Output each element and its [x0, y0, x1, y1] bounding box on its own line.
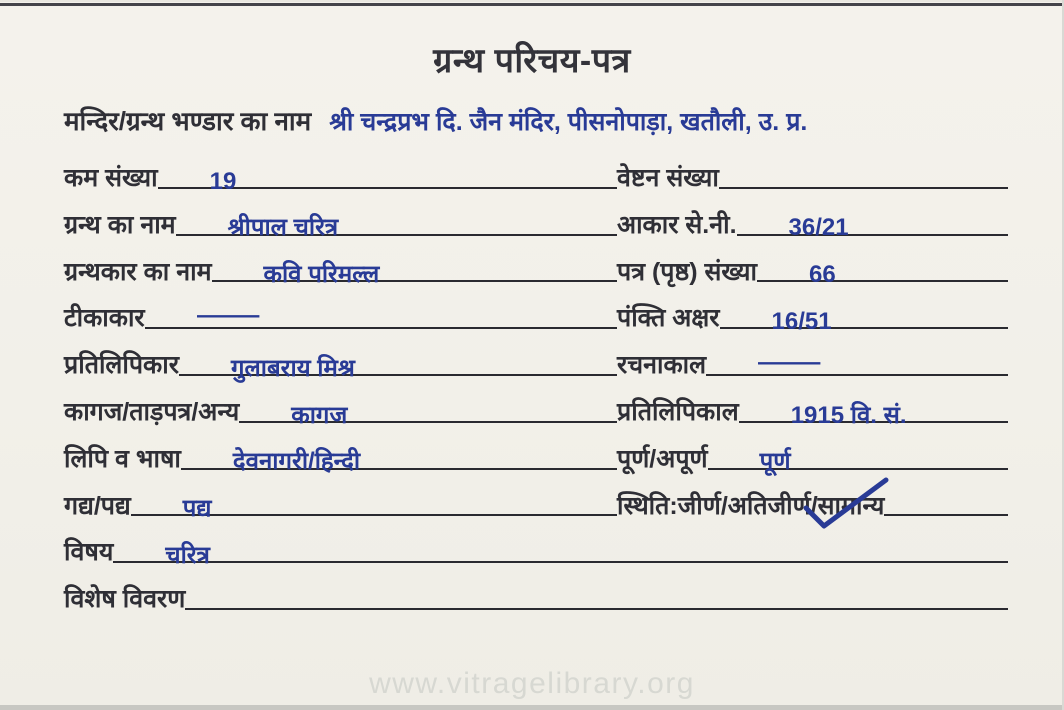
page-title: ग्रन्थ परिचय-पत्र [433, 42, 631, 80]
form-row [64, 199, 1008, 246]
field-underline [720, 302, 1008, 335]
field-underline [176, 208, 617, 242]
field-underline [181, 442, 617, 476]
field-value-handwritten: 36/21 [788, 214, 849, 242]
field-underline [239, 396, 617, 429]
field-value-handwritten: 1915 वि. सं. [790, 401, 907, 429]
field-underline [884, 514, 1008, 516]
field-value-handwritten: पूर्ण [759, 448, 791, 476]
field-underline [179, 349, 617, 382]
field-value-handwritten: देवनागरी/हिन्दी [232, 448, 361, 476]
field-label: विषय [64, 538, 114, 567]
field-underline [739, 396, 1008, 429]
field-label: विशेष विवरण [64, 585, 186, 614]
form-row [64, 526, 1008, 573]
ink-dash-mark: — [758, 348, 821, 376]
field-label: पत्र (पृष्ठ) संख्या [617, 257, 757, 286]
field-label: कागज/ताड़पत्र/अन्य [64, 398, 240, 427]
field-underline [131, 489, 617, 523]
field-label: स्थिति:जीर्ण/अतिजीर्ण/सामान्य [617, 491, 885, 520]
header-row [64, 102, 1008, 138]
field-value-handwritten: पद्य [182, 495, 212, 523]
field-underline [719, 187, 1008, 189]
field-label: गद्य/पद्य [64, 491, 131, 520]
field-underline [617, 561, 1008, 563]
field-value-handwritten: 19 [209, 167, 237, 195]
field-label: प्रतिलिपिकाल [617, 398, 739, 427]
scan-edge-bottom [0, 705, 1064, 710]
field-label: आकार से.नी. [617, 210, 737, 239]
field-label: ग्रन्थकार का नाम [64, 257, 212, 286]
condition-field [617, 492, 884, 527]
field-value-handwritten: कागज [291, 401, 348, 429]
field-underline [113, 536, 617, 569]
field-underline [158, 162, 617, 195]
scan-edge-top-light [0, 0, 1064, 2]
field-value-handwritten: 66 [808, 261, 836, 289]
form-row [64, 480, 1008, 527]
field-value-handwritten: गुलाबराय मिश्र [230, 354, 355, 382]
field-label: कम संख्या [64, 164, 158, 193]
field-value-handwritten: कवि परिमल्ल [263, 261, 380, 289]
field-label: प्रतिलिपिकार [64, 351, 179, 380]
form-row [64, 292, 1008, 339]
field-label: ग्रन्थ का नाम [64, 210, 176, 239]
form-row [64, 386, 1008, 433]
header-field-value-handwritten: श्री चन्द्रप्रभ दि. जैन मंदिर, पीसनोपाड़ा, खतौली, उ. प्र. [329, 108, 808, 136]
field-underline [212, 255, 617, 289]
field-value-handwritten: चरित्र [165, 541, 210, 569]
field-value-handwritten: श्रीपाल चरित्र [227, 214, 339, 242]
form-rows [64, 152, 1008, 620]
field-underline [706, 349, 1008, 376]
field-label: पंक्ति अक्षर [617, 304, 720, 333]
form-row [64, 152, 1008, 199]
form-row [64, 339, 1008, 386]
field-underline [617, 608, 1008, 610]
field-underline [708, 442, 1008, 476]
field-label: पूर्ण/अपूर्ण [617, 444, 708, 473]
ink-dash-mark: — [196, 302, 260, 329]
field-label: टीकाकार [64, 304, 145, 333]
form-row [64, 433, 1008, 480]
field-underline [737, 208, 1008, 242]
scan-edge-top-line [0, 3, 1064, 6]
watermark-text: www.vitragelibrary.org [369, 667, 695, 700]
field-underline [145, 302, 617, 329]
field-label: लिपि व भाषा [64, 444, 181, 473]
field-label: वेष्टन संख्या [617, 164, 719, 193]
field-label: रचनाकाल [617, 351, 707, 380]
form-row [64, 246, 1008, 293]
field-underline [185, 608, 617, 610]
form-row [64, 573, 1008, 620]
field-value-handwritten: 16/51 [771, 308, 832, 335]
field-underline [757, 255, 1008, 289]
header-field-label: मन्दिर/ग्रन्थ भण्डार का नाम [64, 106, 312, 136]
